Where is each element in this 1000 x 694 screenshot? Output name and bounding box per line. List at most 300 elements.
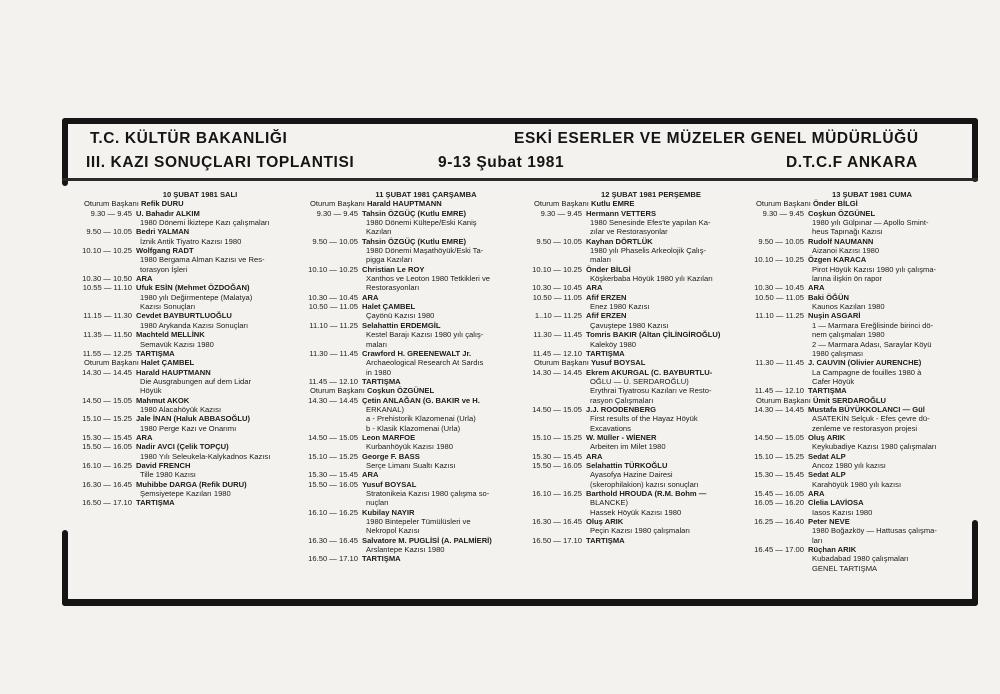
- entry-description: Ayasofya Hazine Dairesi: [590, 470, 673, 480]
- entry-description: Stratonikeia Kazısı 1980 çalışma so-: [366, 489, 490, 498]
- entry-time: 9.50 — 10.05: [86, 227, 132, 237]
- entry-time: 10.10 — 10.25: [532, 264, 582, 274]
- entry-speaker: Ufuk ESİN (Mehmet ÖZDOĞAN): [136, 283, 250, 293]
- schedule-entry: [306, 237, 526, 246]
- entry-speaker: ARA: [362, 292, 379, 302]
- entry-speaker: Rudolf NAUMANN: [808, 236, 874, 246]
- day-column-4: [752, 190, 972, 573]
- entry-speaker: Crawford H. GREENEWALT Jr.: [362, 348, 472, 358]
- schedule-entry: [530, 330, 752, 339]
- day-column-2: [306, 190, 526, 564]
- schedule-entry: [530, 536, 752, 545]
- entry-speaker: J. CAUVIN (Olivier AURENCHE): [808, 358, 922, 368]
- entry-time: 15.50 — 16.05: [308, 479, 358, 489]
- entry-description: La Campagne de fouilles 1980 à: [812, 367, 922, 377]
- entry-speaker: ARA: [808, 489, 825, 498]
- session-chair: [80, 358, 300, 367]
- entry-description: 1980 Arykanda Kazısı Sonuçları: [140, 320, 249, 330]
- entry-description: Nekropol Kazısı: [366, 526, 420, 536]
- entry-description: Kaleköy 1980: [590, 339, 637, 349]
- schedule-entry: [530, 517, 752, 526]
- entry-speaker: Baki ÖĞÜN: [808, 292, 849, 302]
- entry-time: 14.50 — 15.05: [532, 404, 582, 414]
- session-chair-label: Oturum Başkanı: [84, 199, 139, 209]
- schedule-entry: [752, 293, 972, 302]
- entry-speaker: Barthold HROUDA (R.M. Bohm —: [586, 489, 707, 498]
- entry-speaker: Tahsin ÖZGÜÇ (Kutlu EMRE): [362, 236, 467, 246]
- entry-time: 14.50 — 15.05: [82, 395, 132, 405]
- schedule-entry: [306, 377, 526, 386]
- entry-description: Çayönü Kazısı 1980: [366, 311, 435, 321]
- schedule-entry: [530, 349, 752, 358]
- entry-time: 16.30 — 16.45: [308, 535, 358, 545]
- entry-speaker: Bedri YALMAN: [136, 227, 190, 237]
- program-sheet: [62, 118, 978, 606]
- entry-speaker: ARA: [136, 432, 153, 442]
- entry-time: 14.30 — 14.45: [532, 367, 582, 377]
- entry-speaker: J.J. ROODENBERG: [586, 404, 657, 414]
- entry-description: Arslantepe Kazısı 1980: [366, 545, 445, 555]
- entry-speaker: TARTIŞMA: [136, 348, 175, 358]
- frame-right-top: [972, 118, 978, 182]
- entry-description: pigga Kazıları: [366, 255, 413, 265]
- meeting-title: III. KAZI SONUÇLARI TOPLANTISI: [86, 154, 355, 171]
- entry-speaker: Afif ERZEN: [586, 292, 627, 302]
- entry-description: Semavük Kazısı 1980: [140, 339, 214, 349]
- entry-description: (skerophilakion) kazısı sonuçları: [590, 479, 699, 489]
- schedule-entry: [530, 311, 752, 320]
- entry-description: 1980 yılı Değirmentepe (Malatya): [140, 292, 253, 302]
- entry-time: 10.10 — 10.25: [754, 255, 804, 265]
- session-chair-name: Yusuf BOYSAL: [591, 358, 646, 368]
- entry-time: 16.30 — 16.45: [82, 479, 132, 489]
- schedule-entry: [752, 517, 972, 526]
- entry-time: 10.50 — 11.05: [308, 302, 358, 312]
- entry-time: 10.30 — 10.45: [754, 283, 804, 293]
- schedule-entry: [80, 311, 300, 320]
- entry-description: Die Ausgrabungen auf dem Lidar: [140, 376, 252, 386]
- schedule-entry: [752, 405, 972, 414]
- schedule-entry: [306, 536, 526, 545]
- entry-description: Köşkerbaba Höyük 1980 yılı Kazıları: [590, 274, 713, 284]
- schedule-entry: [752, 452, 972, 461]
- entry-time: 16.10 — 16.25: [82, 460, 132, 470]
- schedule-entry: [80, 330, 300, 339]
- entry-time: 11.55 — 12.25: [82, 348, 132, 358]
- entry-time: 16.05 — 16.20: [754, 498, 804, 508]
- day-title: 12 ŞUBAT 1981 PERŞEMBE: [601, 190, 701, 199]
- schedule-entry: [530, 283, 752, 292]
- schedule-entry: [752, 209, 972, 218]
- entry-time: 9.50 — 10.05: [758, 236, 804, 246]
- entry-description: Ancoz 1980 yılı kazısı: [812, 460, 886, 470]
- schedule-entry: [80, 442, 300, 451]
- schedule-entry: [306, 508, 526, 517]
- entry-description: Höyük: [140, 386, 162, 396]
- entry-time: 11.45 — 12.10: [532, 348, 582, 358]
- entry-time: 16.50 — 17.10: [532, 535, 582, 545]
- entry-speaker: Selahattin TÜRKOĞLU: [586, 460, 668, 470]
- day-column-1: [80, 190, 300, 508]
- schedule-entry: [530, 452, 752, 461]
- entry-speaker: Sedat ALP: [808, 451, 846, 461]
- entry-time: 9.30 — 9.45: [540, 208, 582, 218]
- entry-description: ASATEKİN Selçuk - Efes çevre dü-: [812, 414, 930, 424]
- entry-speaker: Christian Le ROY: [362, 264, 425, 274]
- entry-speaker: Oluş ARIK: [586, 517, 624, 527]
- schedule-entry: [530, 405, 752, 414]
- schedule-entry: [306, 293, 526, 302]
- session-chair-label: Oturum Başkanı: [534, 358, 589, 368]
- entry-description: nuçları: [366, 498, 389, 508]
- entry-time: 16.25 — 16.40: [754, 517, 804, 527]
- session-chair: [752, 396, 972, 405]
- entry-description: Arbeiten im Milet 1980: [590, 442, 666, 452]
- entry-time: 11.15 — 11.30: [83, 311, 132, 321]
- entry-time: 9.30 — 9.45: [762, 208, 804, 218]
- entry-time: 15.10 — 15.25: [532, 432, 582, 442]
- entry-time: 10.30 — 10.50: [82, 274, 132, 284]
- entry-description: torasyon İşleri: [140, 264, 188, 274]
- entry-speaker: TARTIŞMA: [362, 376, 401, 386]
- schedule-entry: [306, 452, 526, 461]
- entry-description: 1980 yılı Phaselis Arkeolojik Çalış-: [590, 246, 707, 256]
- session-chair: [752, 199, 972, 208]
- entry-speaker: Afif ERZEN: [586, 311, 627, 321]
- entry-time: 10.30 — 10.45: [532, 283, 582, 293]
- schedule-entry: [752, 470, 972, 479]
- entry-speaker: TARTIŞMA: [808, 386, 847, 396]
- schedule-entry: [752, 386, 972, 395]
- schedule-entry: [80, 461, 300, 470]
- entry-description: 2 — Marmara Adası, Saraylar Köyü: [812, 339, 932, 349]
- entry-description: nem çalışmaları 1980: [812, 330, 885, 340]
- schedule-entry: [80, 246, 300, 255]
- entry-description: in 1980: [366, 367, 391, 377]
- day-title: 13 ŞUBAT 1981 CUMA: [831, 190, 913, 199]
- entry-description: 1980 çalışması: [812, 348, 864, 358]
- entry-description: 1980 Yılı Seleukela-Kalykadnos Kazısı: [140, 451, 271, 461]
- schedule-entry: [306, 396, 526, 405]
- entry-description: Çavuştepe 1980 Kazısı: [590, 320, 669, 330]
- entry-speaker: Mahmut AKOK: [136, 395, 190, 405]
- schedule-entry: [752, 433, 972, 442]
- schedule-entry: [80, 283, 300, 292]
- frame-left-bottom: [62, 530, 68, 606]
- entry-time: 10.50 — 11.05: [532, 292, 582, 302]
- entry-speaker: Nuşin ASGARİ: [808, 311, 861, 321]
- schedule-entry: [80, 209, 300, 218]
- entry-speaker: Yusuf BOYSAL: [362, 479, 417, 489]
- frame-top-rule: [62, 118, 978, 124]
- entry-time: 14.30 — 14.45: [82, 367, 132, 377]
- entry-description: Cafer Höyük: [812, 376, 855, 386]
- entry-description: 1980 Bintepeler Tümülüsleri ve: [366, 517, 471, 527]
- entry-description: 1980 Dönemi Maşathöyük/Eski Ta-: [366, 246, 484, 256]
- entry-time: 10.50 — 11.05: [754, 292, 804, 302]
- schedule-entry: [306, 470, 526, 479]
- schedule-entry: [306, 554, 526, 563]
- entry-time: 15.30 — 15.45: [308, 470, 358, 480]
- entry-description: Enez 1980 Kazısı: [590, 302, 650, 312]
- entry-speaker: Mustafa BÜYÜKKOLANCI — Gül: [808, 404, 925, 414]
- entry-time: 10.55 — 11.10: [82, 283, 132, 293]
- schedule-entry: [306, 480, 526, 489]
- schedule-entry: [752, 311, 972, 320]
- schedule-entry: [80, 274, 300, 283]
- session-chair: [306, 199, 526, 208]
- entry-time: 9.30 — 9.45: [90, 208, 132, 218]
- schedule-entry: [306, 321, 526, 330]
- session-chair-name: Refik DURU: [141, 199, 184, 209]
- schedule-entry: [530, 461, 752, 470]
- entry-speaker: ARA: [136, 274, 153, 284]
- schedule-entry: [530, 209, 752, 218]
- frame-bottom-rule: [62, 599, 978, 606]
- schedule-entry: [80, 480, 300, 489]
- schedule-entry: [530, 265, 752, 274]
- entry-speaker: Oluş ARIK: [808, 432, 846, 442]
- entry-speaker: George F. BASS: [362, 451, 420, 461]
- entry-description: a - Prehistorik Klazomenai (Urla): [366, 414, 476, 424]
- schedule-entry: [530, 433, 752, 442]
- entry-time: 10.10 — 10.25: [82, 246, 132, 256]
- entry-time: 11.45 — 12.10: [308, 376, 358, 386]
- entry-description: Serçe Limanı Sualtı Kazısı: [366, 460, 456, 470]
- entry-speaker: Jale İNAN (Haluk ABBASOĞLU): [136, 414, 251, 424]
- entry-time: 14.50 — 15.05: [308, 432, 358, 442]
- meeting-dates: 9-13 Şubat 1981: [438, 154, 565, 171]
- entry-time: 11.30 — 11.45: [309, 348, 358, 358]
- entry-description: Archaeological Research At Sardıs: [366, 358, 484, 368]
- session-chair-label: Oturum Başkanı: [84, 358, 139, 368]
- entry-time: 15.30 — 15.45: [754, 470, 804, 480]
- schedule-entry: [752, 498, 972, 507]
- schedule-entry: [752, 545, 972, 554]
- entry-description: larına ilişkin ön rapor: [812, 274, 883, 284]
- entry-description: Aizanoi Kazısı 1980: [812, 246, 880, 256]
- entry-time: 15.10 — 15.25: [754, 451, 804, 461]
- schedule-entry: [80, 368, 300, 377]
- entry-speaker: U. Bahadır ALKIM: [136, 208, 200, 218]
- session-chair-name: Harald HAUPTMANN: [367, 199, 442, 209]
- entry-description: Iasos Kazısı 1980: [812, 507, 873, 517]
- schedule-entry: [306, 433, 526, 442]
- entry-description: ERKANAL): [366, 404, 404, 414]
- entry-speaker: ARA: [808, 283, 825, 293]
- entry-time: 11.45 — 12.10: [754, 386, 804, 396]
- entry-description: zılar ve Restorasyonlar: [590, 227, 668, 237]
- schedule-entry: [80, 414, 300, 423]
- entry-speaker: Tomris BAKIR (Altan ÇİLİNGİROĞLU): [586, 330, 721, 340]
- entry-time: 11.30 — 11.45: [755, 358, 804, 368]
- entry-time: 9.30 — 9.45: [316, 208, 358, 218]
- entry-speaker: Çetin ANLAĞAN (G. BAKIR ve H.: [362, 395, 480, 405]
- entry-speaker: Özgen KARACA: [808, 255, 867, 265]
- frame-left-top: [62, 118, 68, 186]
- entry-description: Kurbanhöyük Kazısı 1980: [366, 442, 453, 452]
- entry-speaker: Sedat ALP: [808, 470, 846, 480]
- entry-time: 15.10 — 15.25: [308, 451, 358, 461]
- session-chair-label: Oturum Başkanı: [310, 199, 365, 209]
- entry-time: 15.10 — 15.25: [82, 414, 132, 424]
- entry-description: OĞLU — Ü. SERDAROĞLU): [590, 376, 689, 386]
- entry-speaker: Salvatore M. PUGLİSİ (A. PALMİERİ): [362, 535, 492, 545]
- entry-description: rasyon Çalışmaları: [590, 395, 654, 405]
- entry-speaker: W. Müller - WİENER: [586, 432, 657, 442]
- frame-right-bottom: [972, 520, 978, 606]
- entry-time: 11.10 — 11.25: [755, 311, 804, 321]
- entry-description: Şemsiyetepe Kazıları 1980: [140, 489, 231, 498]
- entry-time: 15.50 — 16.05: [82, 442, 132, 452]
- entry-time: 15.50 — 16.05: [532, 460, 582, 470]
- session-chair-label: Oturum Başkanı: [534, 199, 589, 209]
- schedule-entry: [306, 302, 526, 311]
- entry-time: 11.10 — 11.25: [309, 320, 358, 330]
- entry-speaker: Clelia LAVİOSA: [808, 498, 864, 508]
- entry-time: 10.30 — 10.45: [308, 292, 358, 302]
- entry-description: Kubadabad 1980 çalışmaları: [812, 554, 909, 564]
- entry-description: heus Tapınağı Kazısı: [812, 227, 883, 237]
- entry-description: Pirot Höyük Kazısı 1980 yılı çalışma-: [812, 264, 937, 274]
- schedule-entry: [80, 396, 300, 405]
- entry-time: 14.30 — 14.45: [754, 404, 804, 414]
- entry-speaker: Machteld MELLİNK: [136, 330, 205, 340]
- entry-description: maları: [590, 255, 612, 265]
- schedule-entry: [530, 368, 752, 377]
- entry-description: 1980 Boğazköy — Hattusas çalışma-: [812, 526, 937, 536]
- session-chair-label: Oturum Başkanı: [756, 395, 811, 405]
- entry-description: İznik Antik Tiyatro Kazısı 1980: [140, 236, 242, 246]
- entry-speaker: Selahattin ERDEMGİL: [362, 320, 441, 330]
- entry-speaker: Nadir AVCI (Çelik TOPÇU): [136, 442, 229, 452]
- schedule-entry: [80, 433, 300, 442]
- entry-description: b - Klasik Klazomenai (Urla): [366, 423, 461, 433]
- entry-speaker: ARA: [586, 451, 603, 461]
- entry-time: 16.10 — 16.25: [308, 507, 358, 517]
- entry-time: 9.50 — 10.05: [536, 236, 582, 246]
- session-chair: [530, 358, 752, 367]
- entry-time: 15.30 — 15.45: [532, 451, 582, 461]
- entry-time: 10.10 — 10.25: [308, 264, 358, 274]
- entry-time: 16.50 — 17.10: [308, 554, 358, 564]
- entry-speaker: TARTIŞMA: [136, 498, 175, 508]
- entry-speaker: Rüçhan ARIK: [808, 545, 857, 555]
- day-title: 11 ŞUBAT 1981 ÇARŞAMBA: [375, 190, 477, 199]
- entry-description: 1 — Marmara Ereğlisinde birinci dö-: [812, 320, 934, 330]
- schedule-entry: [80, 498, 300, 507]
- entry-speaker: ARA: [362, 470, 379, 480]
- entry-speaker: David FRENCH: [136, 460, 191, 470]
- entry-speaker: Muhibbe DARGA (Refik DURU): [136, 479, 247, 489]
- session-chair-name: Ümit SERDAROĞLU: [813, 395, 886, 405]
- entry-time: 1..10 — 11.25: [534, 311, 582, 321]
- entry-speaker: Leon MARFOE: [362, 432, 416, 442]
- entry-description: GENEL TARTIŞMA: [812, 563, 878, 573]
- entry-description: zenleme ve restorasyon projesi: [812, 423, 918, 433]
- entry-description: Restorasyonları: [366, 283, 420, 293]
- header-divider: [62, 178, 978, 181]
- entry-speaker: Tahsin ÖZGÜÇ (Kutlu EMRE): [362, 208, 467, 218]
- schedule-entry: [752, 358, 972, 367]
- entry-speaker: Ekrem AKURGAL (C. BAYBURTLU-: [586, 367, 713, 377]
- entry-description: Xanthos ve Leoton 1980 Tetkikleri ve: [366, 274, 490, 284]
- session-chair: [530, 199, 752, 208]
- entry-time: 9.50 — 10.05: [312, 236, 358, 246]
- entry-description: Karahöyük 1980 yılı kazısı: [812, 479, 902, 489]
- entry-description: maları: [366, 339, 388, 349]
- directorate-title: ESKİ ESERLER VE MÜZELER GENEL MÜDÜRLÜĞÜ: [514, 130, 919, 147]
- entry-speaker: TARTIŞMA: [586, 535, 625, 545]
- entry-speaker: Kayhan DÖRTLÜK: [586, 236, 653, 246]
- entry-time: 16.30 — 16.45: [532, 517, 582, 527]
- schedule-entry: [530, 237, 752, 246]
- session-chair: [80, 199, 300, 208]
- schedule-entry: [306, 209, 526, 218]
- entry-time: 14.50 — 15.05: [754, 432, 804, 442]
- entry-description: 1980 yılı Gülpınar — Apollo Smint-: [812, 218, 929, 228]
- entry-time: 16.10 — 16.25: [532, 489, 582, 498]
- schedule-entry: [530, 293, 752, 302]
- meeting-venue: D.T.C.F ANKARA: [786, 154, 918, 171]
- entry-speaker: Peter NEVE: [808, 517, 850, 527]
- entry-speaker: Önder BİLGİ: [586, 264, 631, 274]
- entry-speaker: Hermann VETTERS: [586, 208, 657, 218]
- session-chair-label: Oturum Başkanı: [756, 199, 811, 209]
- entry-description: Kazısı Sonuçları: [140, 302, 196, 312]
- entry-speaker: Kubilay NAYIR: [362, 507, 415, 517]
- entry-time: 16.50 — 17.10: [82, 498, 132, 508]
- entry-description: 1980 Dönemi İkiztepe Kazı çalışmaları: [140, 218, 270, 228]
- entry-description: Hassek Höyük Kazısı 1980: [590, 507, 682, 517]
- schedule-entry: [530, 489, 752, 498]
- entry-time: 15.45 — 16.05: [754, 489, 804, 498]
- entry-description: Kaunos Kazıları 1980: [812, 302, 885, 312]
- entry-time: 11.30 — 11.45: [533, 330, 582, 340]
- schedule-entry: [752, 255, 972, 264]
- entry-time: 14.30 — 14.45: [308, 395, 358, 405]
- session-chair-name: Coşkun ÖZGÜNEL: [367, 386, 435, 396]
- ministry-title: T.C. KÜLTÜR BAKANLIĞI: [90, 130, 288, 147]
- entry-speaker: Coşkun ÖZGÜNEL: [808, 208, 876, 218]
- schedule-entry: [306, 265, 526, 274]
- day-column-3: [530, 190, 752, 545]
- entry-speaker: ARA: [586, 283, 603, 293]
- entry-speaker: TARTIŞMA: [362, 554, 401, 564]
- entry-description: First results of the Hayaz Höyük: [590, 414, 698, 424]
- entry-speaker: Wolfgang RADT: [136, 246, 194, 256]
- entry-description: 1980 Dönemi Kültepe/Eski Kaniş: [366, 218, 477, 228]
- schedule-entry: [752, 283, 972, 292]
- schedule-entry: [752, 489, 972, 498]
- entry-description: 1980 Senesinde Efes'te yapılan Ka-: [590, 218, 711, 228]
- entry-time: 16.45 — 17.00: [754, 545, 804, 555]
- entry-description: BLANCKE): [590, 498, 628, 508]
- session-chair-name: Kutlu EMRE: [591, 199, 635, 209]
- entry-description: Keykubadiye Kazısı 1980 çalışmaları: [812, 442, 937, 452]
- schedule-entry: [306, 349, 526, 358]
- session-chair: [306, 386, 526, 395]
- entry-time: 15.30 — 15.45: [82, 432, 132, 442]
- entry-description: 1980 Alacahöyük Kazısı: [140, 404, 222, 414]
- schedule-entry: [80, 349, 300, 358]
- entry-description: Excavations: [590, 423, 631, 433]
- day-title: 10 ŞUBAT 1981 SALI: [162, 190, 238, 199]
- entry-description: 1980 Bergama Alman Kazısı ve Res-: [140, 255, 265, 265]
- entry-speaker: Halet ÇAMBEL: [362, 302, 416, 312]
- entry-speaker: TARTIŞMA: [586, 348, 625, 358]
- entry-description: ları: [812, 535, 823, 545]
